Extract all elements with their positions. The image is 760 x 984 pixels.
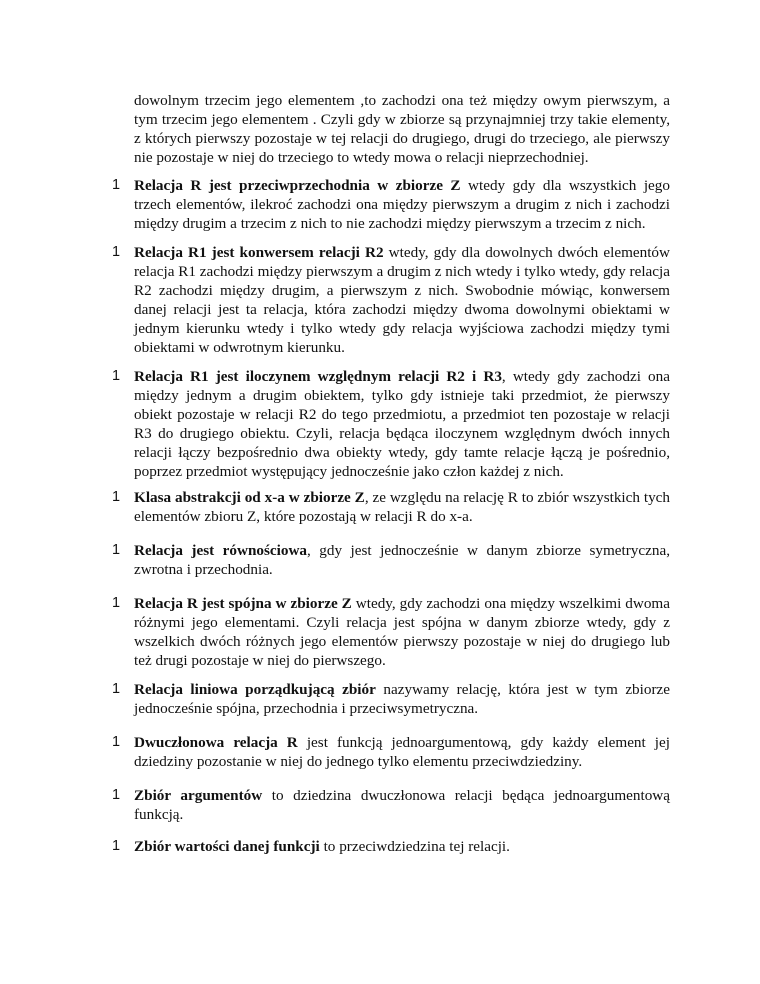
definition-text: [134, 594, 670, 670]
definition-text: [134, 541, 670, 579]
list-bullet: 1: [112, 734, 121, 750]
list-bullet: 1: [112, 681, 121, 697]
definition-text: [134, 488, 670, 526]
definition-body: to dziedzina dwuczłonowa relacji będąca jednoargumentową funkcją.: [134, 787, 670, 823]
definition-body: wtedy gdy dla wszystkich jego trzech elementów, ilekroć zachodzi ona między pierwszym a drugim z nich i zachodzi między drugim a trzecim z nich to nie zachodzi między pierwszym a trzecim z nich.: [134, 177, 670, 232]
list-bullet: 1: [112, 595, 121, 611]
definition-text: [134, 837, 670, 856]
definition-term: Relacja jest równościowa: [134, 542, 308, 559]
definition-term: Relacja R jest spójna w zbiorze Z: [134, 595, 352, 612]
definition-text: [134, 786, 670, 824]
definition-term: Zbiór argumentów: [134, 787, 263, 804]
definition-text: [134, 680, 670, 718]
definition-term: Dwuczłonowa relacja R: [134, 734, 298, 751]
definition-term: Relacja liniowa porządkującą zbiór: [134, 681, 376, 698]
definition-body: wtedy, gdy zachodzi ona między wszelkimi dwoma różnymi jego elementami. Czyli relacja jest spójna w danym zbiorze wtedy, gdy z wszelkich dwóch różnych jego elementów pierwszy pozostaje w niej do drugiego lub też drugi pozostaje w niej do pierwszego.: [134, 595, 670, 669]
list-bullet: 1: [112, 542, 121, 558]
definition-body: to przeciwdziedzina tej relacji.: [319, 838, 510, 855]
definition-body: , wtedy gdy zachodzi ona między jednym a drugim obiektem, tylko gdy istnieje taki przedmiot, że pierwszy obiekt pozostaje w relacji R2 do tego przedmiotu, a przedmiot ten pozostaje w relacji R3 do drugiego obiektu. Czyli, relacja będąca iloczynem względnym dwóch innych relacji łączy bezpośrednio dwa obiekty wtedy, gdy tamte relacje łączą je pośrednio, poprzez przedmiot występujący jednocześnie jako człon każdej z nich.: [134, 368, 670, 480]
definition-body: nazywamy relację, która jest w tym zbiorze jednocześnie spójna, przechodnia i przeciwsymetryczna.: [134, 681, 671, 717]
intro-paragraph: dowolnym trzecim jego elementem ,to zachodzi ona też między owym pierwszym, a tym trzecim jego elementem . Czyli gdy w zbiorze są przynajmniej trzy takie elementy, z których pierwszy pozostaje w tej relacji do drugiego, drugi do trzeciego, ale pierwszy nie pozostaje w niej do trzeciego to wtedy mowa o relacji nieprzechodniej.: [134, 92, 670, 166]
definition-body: jest funkcją jednoargumentową, gdy każdy element jej dziedziny pozostanie w niej do jednego tylko elementu przeciwdziedziny.: [134, 734, 670, 770]
definition-text: [134, 733, 670, 771]
definition-body: , ze względu na relację R to zbiór wszystkich tych elementów zbioru Z, które pozostają w relacji R do x-a.: [134, 489, 671, 525]
list-bullet: 1: [112, 368, 121, 384]
list-bullet: 1: [112, 244, 121, 260]
list-bullet: 1: [112, 177, 121, 193]
list-bullet: 1: [112, 489, 121, 505]
definition-term: Relacja R1 jest konwersem relacji R2: [134, 244, 384, 261]
definition-text: [134, 243, 670, 357]
definition-term: Relacja R jest przeciwprzechodnia w zbiorze Z: [134, 177, 461, 194]
definition-text: [134, 176, 670, 233]
definition-body: wtedy, gdy dla dowolnych dwóch elementów relacja R1 zachodzi między pierwszym a drugim z nich wtedy i tylko wtedy, gdy relacja R2 zachodzi między drugim, a pierwszym z nich. Swobodnie mówiąc, konwersem danej relacji jest ta relacja, która zachodzi między dwoma dowolnymi obiektami w jednym kierunku wtedy i tylko wtedy gdy relacja wyjściowa zachodzi między tymi obiektami w odwrotnym kierunku.: [134, 244, 670, 356]
definition-text: [134, 367, 670, 481]
definition-term: Zbiór wartości danej funkcji: [134, 838, 320, 855]
definition-body: , gdy jest jednocześnie w danym zbiorze symetryczna, zwrotna i przechodnia.: [134, 542, 670, 578]
definition-term: Relacja R1 jest iloczynem względnym relacji R2 i R3: [134, 368, 502, 385]
definition-term: Klasa abstrakcji od x-a w zbiorze Z: [134, 489, 365, 506]
list-bullet: 1: [112, 787, 121, 803]
list-bullet: 1: [112, 838, 121, 854]
